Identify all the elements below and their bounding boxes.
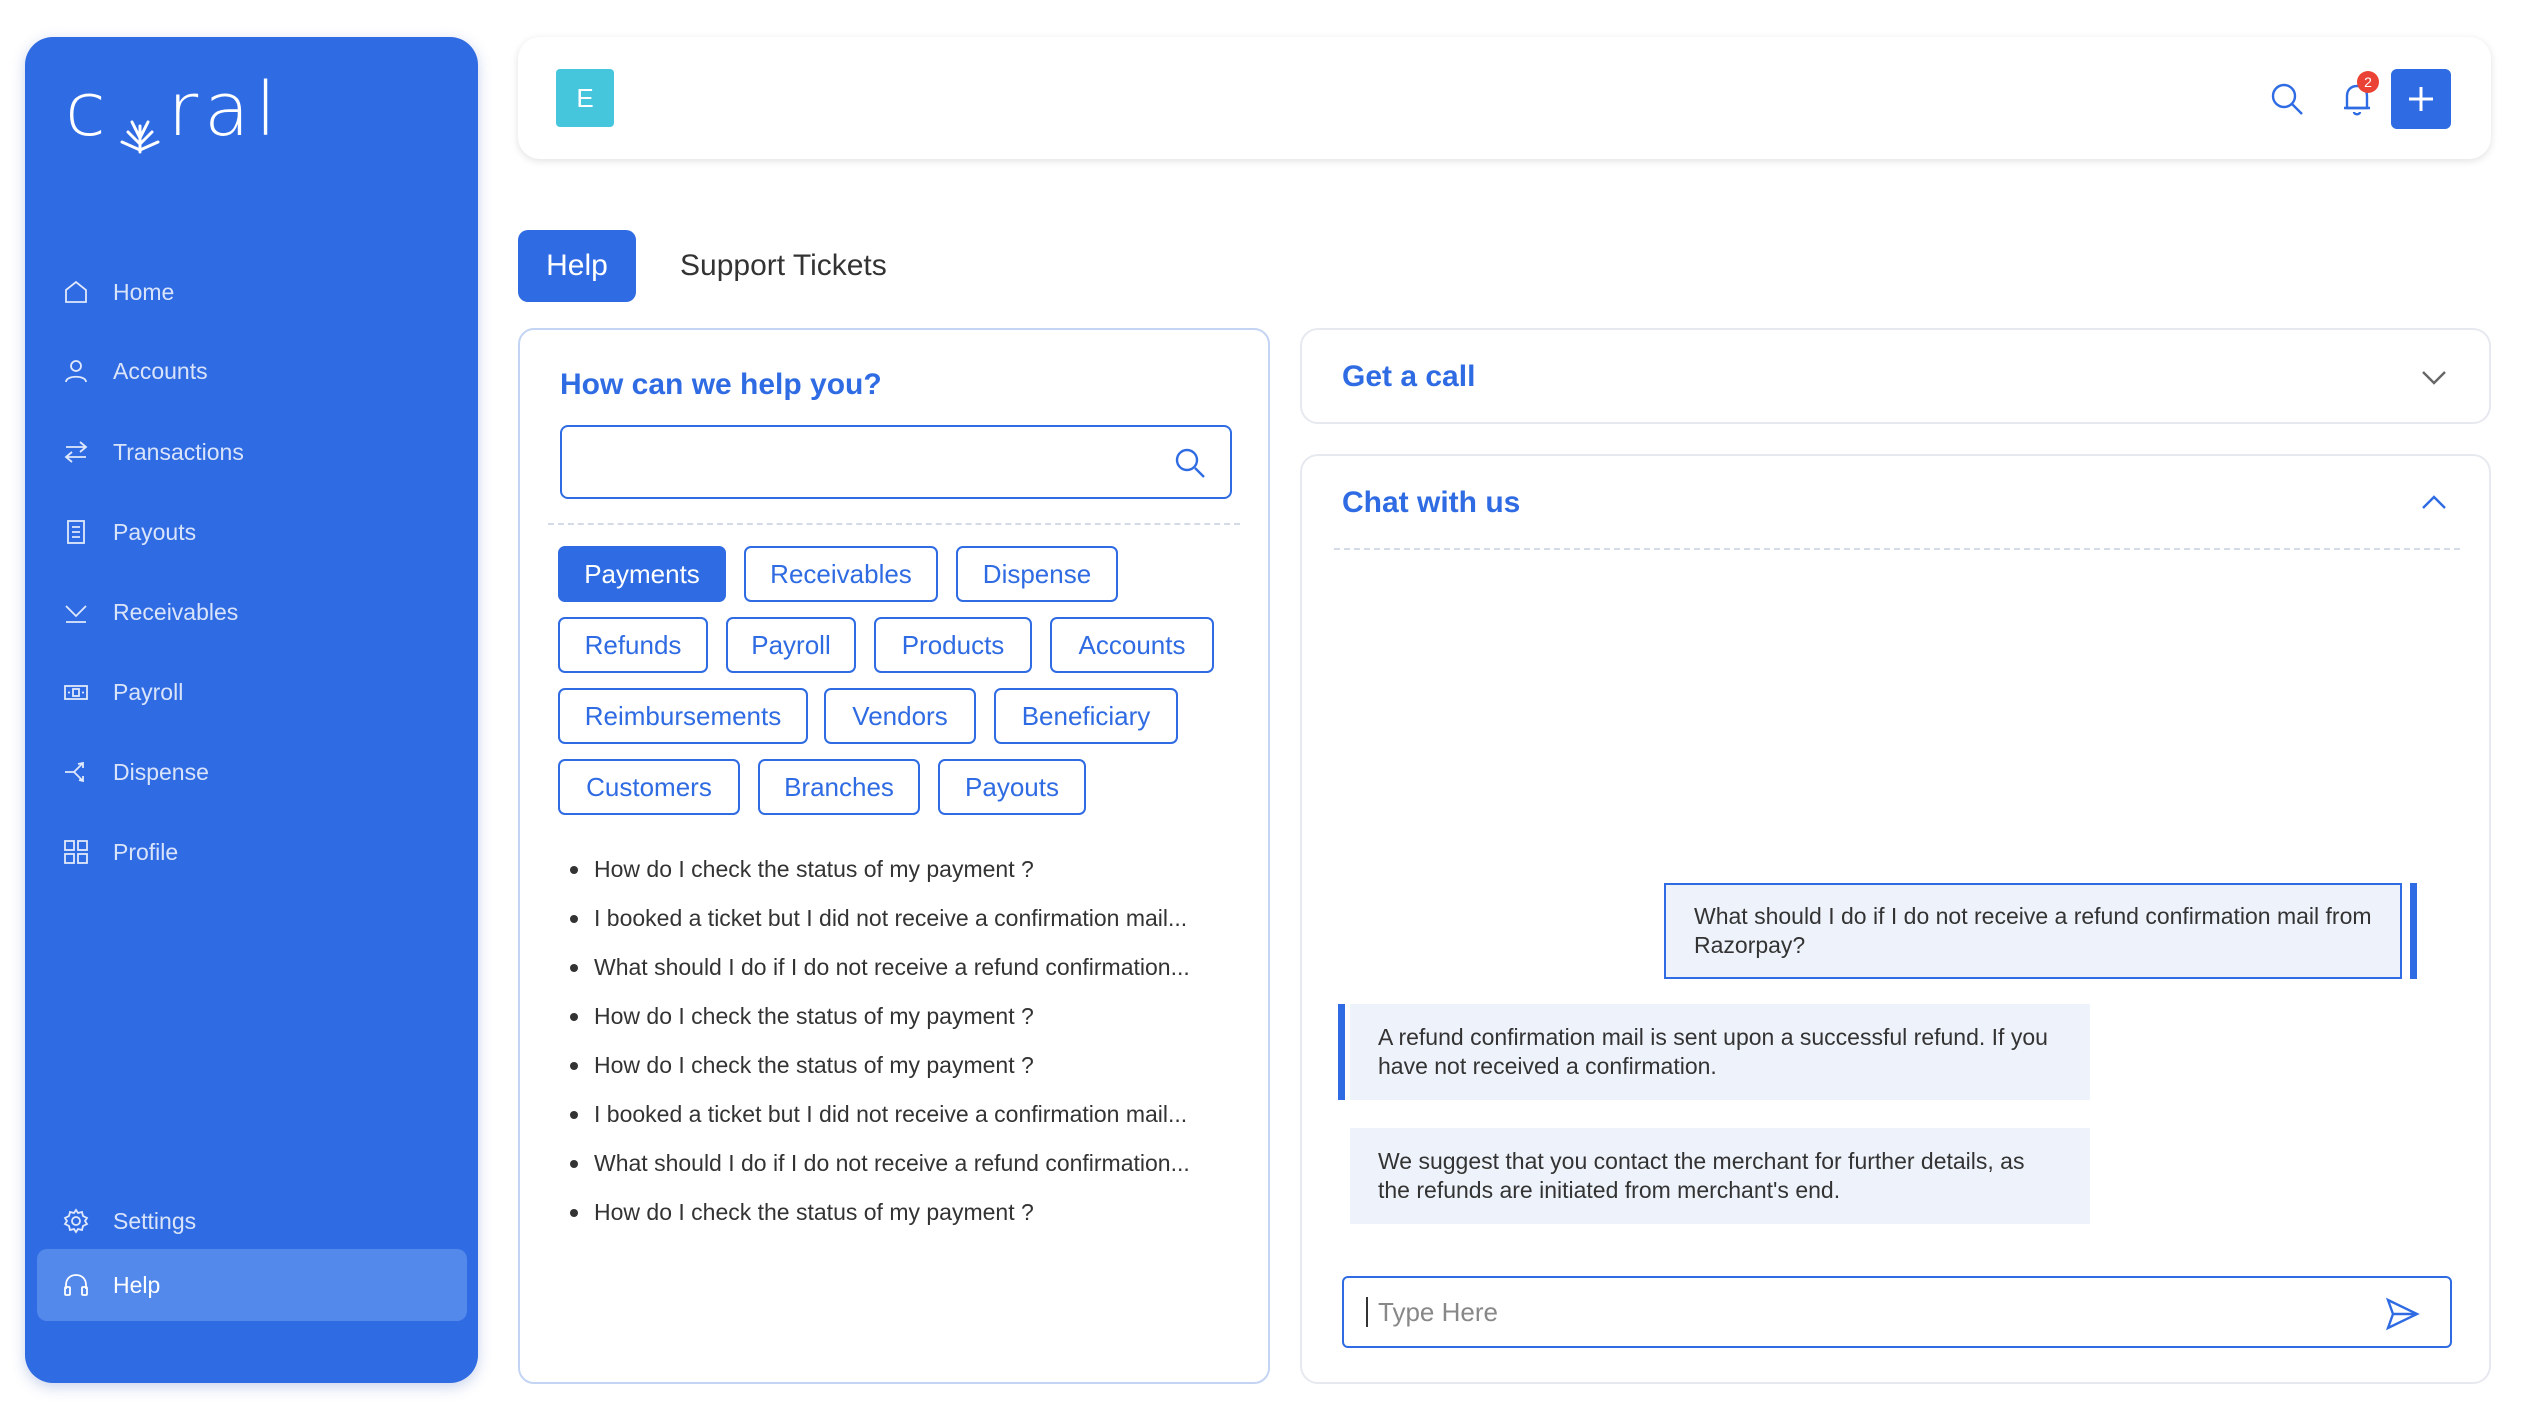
chat-message-text: A refund confirmation mail is sent upon a successful refund. If you have not received a confirmation. [1378, 1024, 2048, 1079]
home-icon [61, 277, 91, 307]
grid-icon [61, 837, 91, 867]
user-icon [61, 356, 91, 386]
faq-item[interactable]: I booked a ticket but I did not receive a confirmation mail... [570, 894, 1250, 943]
chip-dispense[interactable]: Dispense [956, 546, 1118, 602]
chat-input-box[interactable] [1342, 1276, 2452, 1348]
chat-message-text: We suggest that you contact the merchant for further details, as the refunds are initiated from merchant's end. [1378, 1148, 2025, 1203]
text-caret [1366, 1297, 1368, 1327]
add-button[interactable] [2391, 69, 2451, 129]
sidebar-item-label: Dispense [113, 758, 209, 785]
sidebar-item-label: Receivables [113, 598, 239, 625]
headphones-icon [61, 1270, 91, 1300]
sidebar-item-payouts[interactable] [37, 496, 467, 568]
sidebar-item-payroll[interactable] [37, 656, 467, 728]
message-accent-bar [2410, 883, 2417, 979]
send-icon[interactable] [2384, 1296, 2420, 1332]
top-bar [518, 37, 2491, 159]
chip-products[interactable]: Products [874, 617, 1032, 673]
gear-icon [61, 1206, 91, 1236]
document-icon [61, 517, 91, 547]
get-call-title: Get a call [1342, 360, 1476, 393]
tab-support-tickets[interactable]: Support Tickets [680, 249, 887, 282]
sidebar-item-label: Payouts [113, 518, 197, 545]
sidebar-item-home[interactable] [37, 256, 467, 328]
share-arrow-icon [61, 757, 91, 787]
sidebar-item-settings[interactable] [37, 1185, 467, 1257]
sidebar-item-label: Transactions [113, 438, 244, 465]
chip-reimbursements[interactable]: Reimbursements [558, 688, 808, 744]
sidebar-item-accounts[interactable] [37, 335, 467, 407]
faq-item[interactable]: How do I check the status of my payment ? [570, 1041, 1250, 1090]
logo-text-right: ral [167, 67, 283, 153]
divider [548, 523, 1240, 525]
chip-vendors[interactable]: Vendors [824, 688, 976, 744]
sidebar-item-help[interactable] [37, 1249, 467, 1321]
sidebar-item-receivables[interactable] [37, 576, 467, 648]
sidebar [25, 37, 478, 1383]
sidebar-item-label: Settings [113, 1207, 197, 1234]
chip-payouts[interactable]: Payouts [938, 759, 1086, 815]
bell-icon[interactable] [2335, 74, 2379, 121]
faq-item[interactable]: How do I check the status of my payment ? [570, 845, 1250, 894]
chip-receivables[interactable]: Receivables [744, 546, 938, 602]
chip-customers[interactable]: Customers [558, 759, 740, 815]
chip-beneficiary[interactable]: Beneficiary [994, 688, 1178, 744]
chat-message-user [1664, 883, 2402, 979]
sidebar-item-label: Accounts [113, 357, 208, 384]
faq-item[interactable]: What should I do if I do not receive a refund confirmation... [570, 1139, 1250, 1188]
sidebar-item-label: Payroll [113, 678, 184, 705]
chevron-up-icon[interactable] [2417, 486, 2451, 520]
help-panel [518, 328, 1270, 1384]
sidebar-item-label: Home [113, 278, 175, 305]
chat-message-agent [1350, 1128, 2090, 1224]
tab-help[interactable]: Help [518, 230, 636, 302]
faq-item[interactable]: What should I do if I do not receive a refund confirmation... [570, 943, 1250, 992]
sidebar-item-dispense[interactable] [37, 736, 467, 808]
avatar[interactable]: E [556, 69, 614, 127]
sidebar-item-label: Help [113, 1271, 161, 1298]
chat-title: Chat with us [1342, 486, 1521, 519]
notification-badge: 2 [2357, 71, 2379, 93]
get-call-card[interactable] [1300, 328, 2491, 424]
chat-message-agent [1350, 1004, 2090, 1100]
sidebar-item-label: Profile [113, 838, 179, 865]
logo-text-left: c [65, 67, 112, 153]
banknote-icon [61, 677, 91, 707]
faq-item[interactable]: How do I check the status of my payment ? [570, 1188, 1250, 1237]
chat-message-text: What should I do if I do not receive a refund confirmation mail from Razorpay? [1694, 903, 2372, 958]
sidebar-item-transactions[interactable] [37, 416, 467, 488]
search-icon[interactable] [2265, 77, 2309, 121]
chip-branches[interactable]: Branches [758, 759, 920, 815]
search-icon [1172, 445, 1208, 481]
chat-card [1300, 454, 2491, 1384]
coral-mark-icon [118, 88, 162, 132]
help-search-input[interactable] [560, 425, 1232, 499]
chip-refunds[interactable]: Refunds [558, 617, 708, 673]
message-accent-bar [1338, 1004, 1345, 1100]
chevron-down-icon[interactable] [2417, 360, 2451, 394]
coral-logo[interactable] [65, 67, 282, 153]
chip-payroll[interactable]: Payroll [726, 617, 856, 673]
sidebar-item-profile[interactable] [37, 816, 467, 888]
chat-input[interactable] [1378, 1297, 2278, 1328]
divider [1334, 548, 2460, 550]
faq-item[interactable]: How do I check the status of my payment ? [570, 992, 1250, 1041]
help-title: How can we help you? [560, 368, 882, 401]
faq-list [570, 845, 1250, 1237]
chip-accounts[interactable]: Accounts [1050, 617, 1214, 673]
faq-item[interactable]: I booked a ticket but I did not receive a confirmation mail... [570, 1090, 1250, 1139]
swap-arrows-icon [61, 437, 91, 467]
plus-icon [2406, 84, 2436, 114]
download-tray-icon [61, 597, 91, 627]
chip-payments[interactable]: Payments [558, 546, 726, 602]
